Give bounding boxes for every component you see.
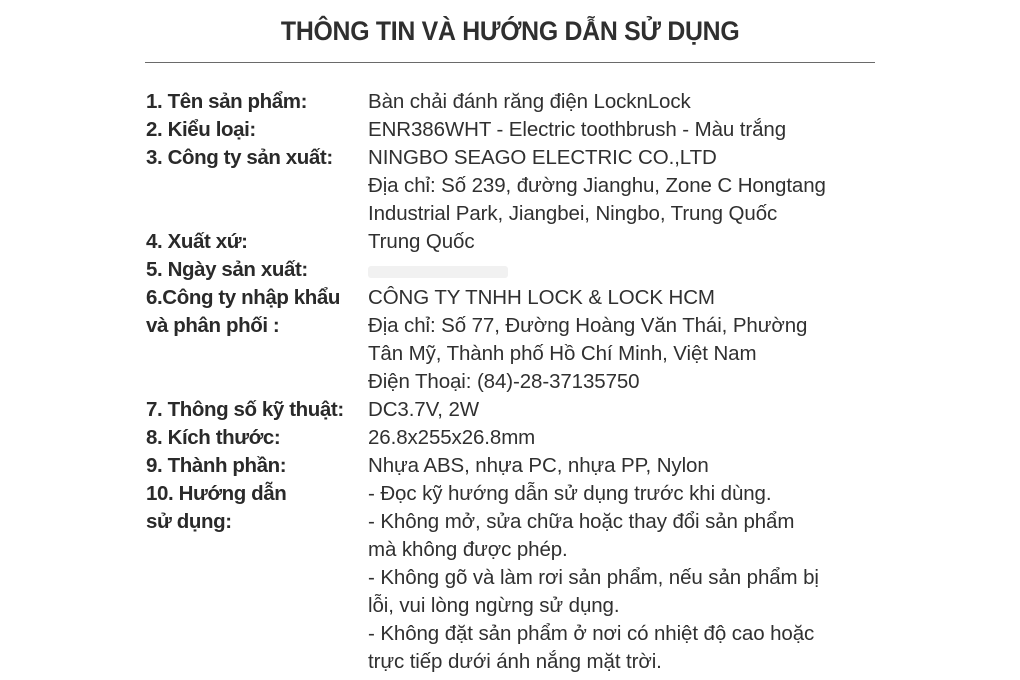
row-label xyxy=(146,284,368,340)
label-line: 1. Tên sản phẩm: xyxy=(146,90,308,113)
label-line: 6.Công ty nhập khẩu xyxy=(146,286,340,309)
value-line: Địa chỉ: Số 77, Đường Hoàng Văn Thái, Phường xyxy=(368,314,808,337)
row-label xyxy=(146,228,368,256)
row-value xyxy=(368,452,906,480)
row-value xyxy=(368,228,906,256)
value-line: NINGBO SEAGO ELECTRIC CO.,LTD xyxy=(368,146,717,169)
info-row-importer xyxy=(146,284,906,396)
info-row-product-name xyxy=(146,88,906,116)
info-row-model xyxy=(146,116,906,144)
row-label xyxy=(146,452,368,480)
value-line: - Đọc kỹ hướng dẫn sử dụng trước khi dùng. xyxy=(368,482,772,505)
value-line: ENR386WHT - Electric toothbrush - Màu trắng xyxy=(368,118,787,141)
value-line: - Không mở, sửa chữa hoặc thay đổi sản phẩm xyxy=(368,510,795,533)
row-label xyxy=(146,256,368,284)
row-label xyxy=(146,480,368,536)
production-date-placeholder xyxy=(368,256,906,284)
label-line: 10. Hướng dẫn xyxy=(146,482,287,505)
value-line: - Không đặt sản phẩm ở nơi có nhiệt độ cao hoặc xyxy=(368,622,815,645)
info-row-usage-instructions xyxy=(146,480,906,676)
info-row-origin xyxy=(146,228,906,256)
info-row-production-date xyxy=(146,256,906,284)
row-value xyxy=(368,396,906,424)
label-line: 2. Kiểu loại: xyxy=(146,118,256,141)
value-line: Tân Mỹ, Thành phố Hồ Chí Minh, Việt Nam xyxy=(368,342,757,365)
label-line: sử dụng: xyxy=(146,510,232,533)
label-line: 4. Xuất xứ: xyxy=(146,230,248,253)
info-row-materials xyxy=(146,452,906,480)
label-line: 7. Thông số kỹ thuật: xyxy=(146,398,344,421)
value-line: 26.8x255x26.8mm xyxy=(368,426,536,449)
value-line: Địa chỉ: Số 239, đường Jianghu, Zone C Hongtang xyxy=(368,174,826,197)
value-line: Điện Thoại: (84)-28-37135750 xyxy=(368,370,640,393)
title-divider xyxy=(145,62,875,63)
value-line: Nhựa ABS, nhựa PC, nhựa PP, Nylon xyxy=(368,454,709,477)
row-value xyxy=(368,116,906,144)
row-label xyxy=(146,116,368,144)
value-line: Trung Quốc xyxy=(368,230,475,253)
row-label xyxy=(146,424,368,452)
page-title: THÔNG TIN VÀ HƯỚNG DẪN SỬ DỤNG xyxy=(280,16,740,46)
row-value xyxy=(368,256,906,284)
value-line: Bàn chải đánh răng điện LocknLock xyxy=(368,90,691,113)
label-line: 8. Kích thước: xyxy=(146,426,281,449)
value-line: trực tiếp dưới ánh nắng mặt trời. xyxy=(368,650,662,673)
value-line: lỗi, vui lòng ngừng sử dụng. xyxy=(368,594,620,617)
value-line: CÔNG TY TNHH LOCK & LOCK HCM xyxy=(368,286,715,309)
redacted-date-mark xyxy=(368,266,508,278)
label-line: 5. Ngày sản xuất: xyxy=(146,258,308,281)
row-value xyxy=(368,424,906,452)
value-line: Industrial Park, Jiangbei, Ningbo, Trung Quốc xyxy=(368,202,778,225)
row-label xyxy=(146,88,368,116)
value-line: mà không được phép. xyxy=(368,538,568,561)
row-label xyxy=(146,396,368,424)
info-row-specs xyxy=(146,396,906,424)
label-line: 3. Công ty sản xuất: xyxy=(146,146,333,169)
label-line: 9. Thành phần: xyxy=(146,454,287,477)
row-value xyxy=(368,284,906,396)
row-value xyxy=(368,480,906,676)
label-line: và phân phối : xyxy=(146,314,280,337)
row-value xyxy=(368,88,906,116)
row-label xyxy=(146,144,368,172)
info-row-dimensions xyxy=(146,424,906,452)
info-row-manufacturer xyxy=(146,144,906,228)
value-line: - Không gõ và làm rơi sản phẩm, nếu sản phẩm bị xyxy=(368,566,819,589)
product-info-list xyxy=(146,88,906,676)
row-value xyxy=(368,144,906,228)
value-line: DC3.7V, 2W xyxy=(368,398,480,421)
